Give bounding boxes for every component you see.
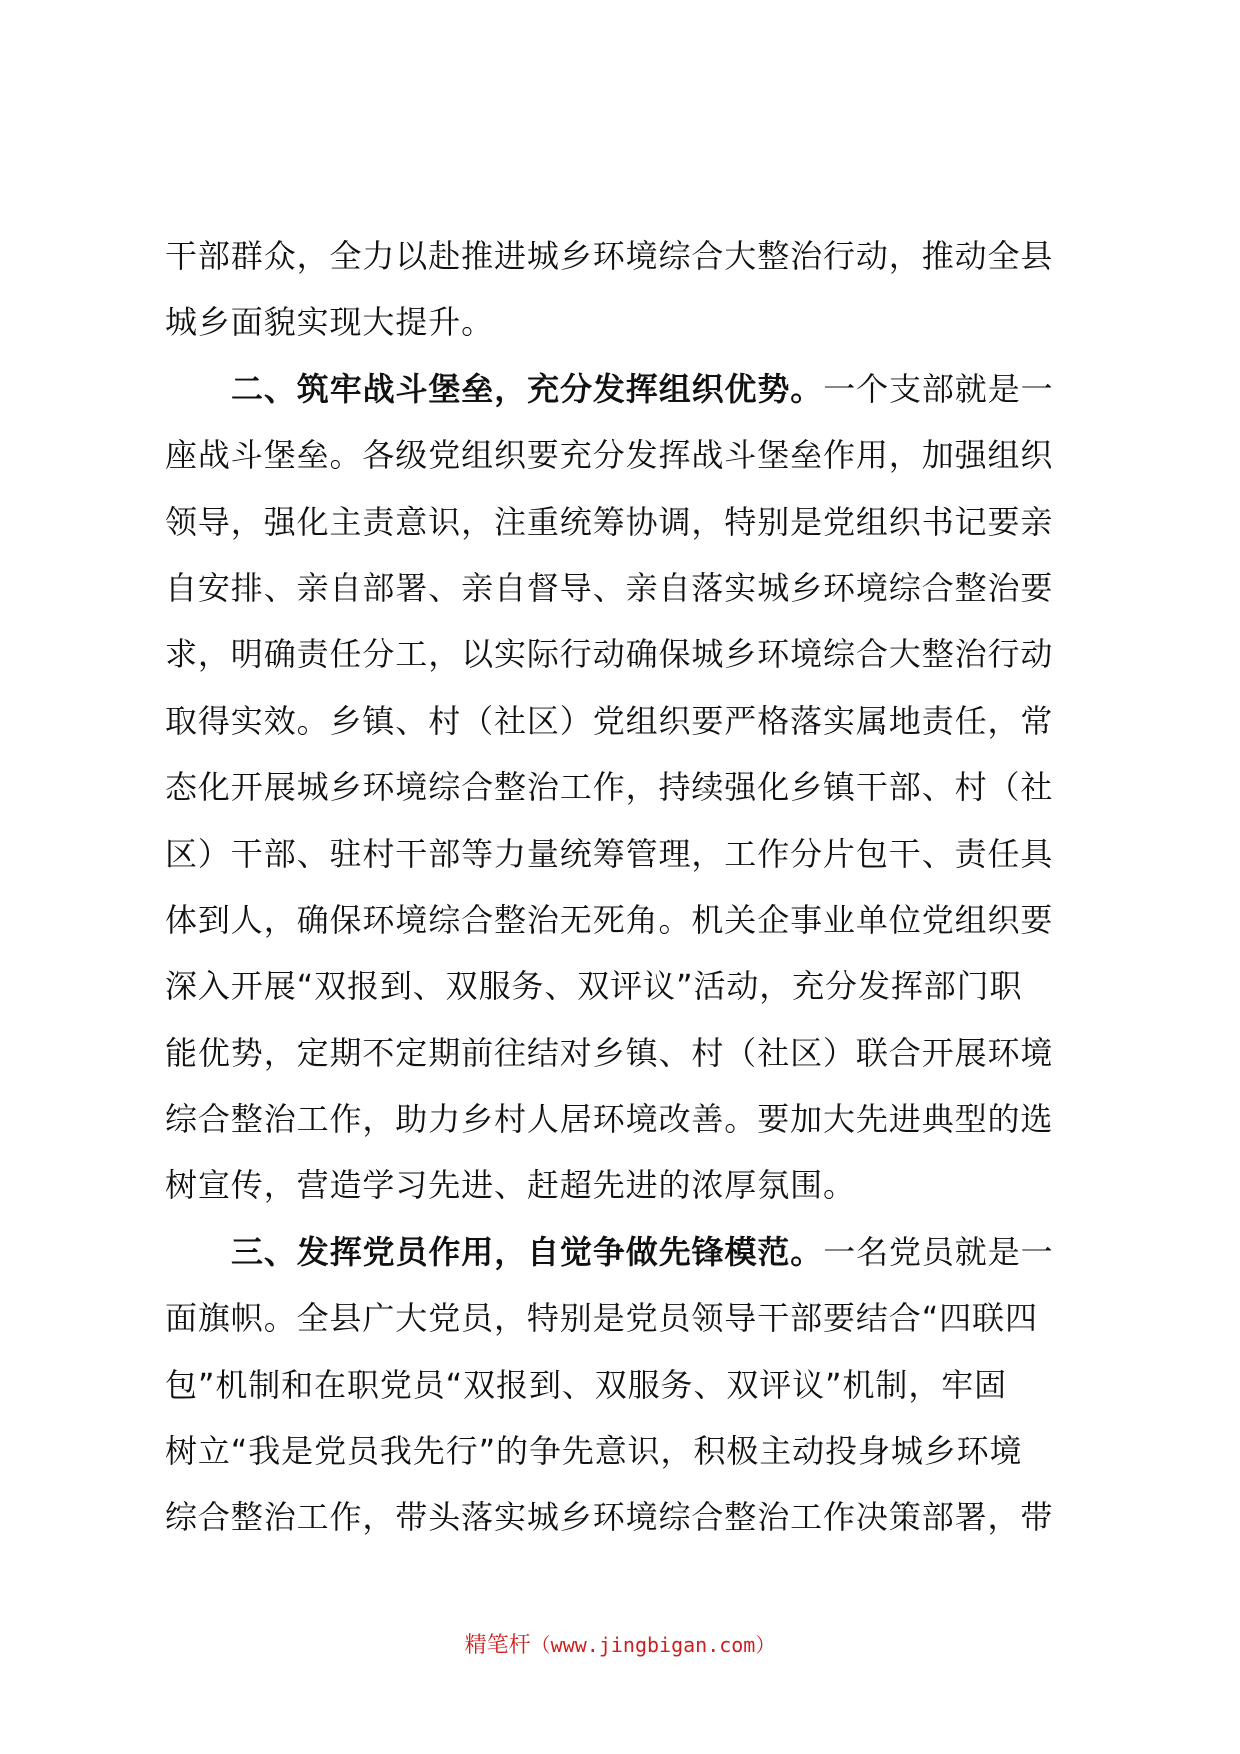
section-2-first-line (165, 369, 1085, 435)
body-line: 深入开展“双报到、双服务、双评议”活动，充分发挥部门职 (165, 967, 1023, 1006)
body-line: 城乡面貌实现大提升。 (165, 303, 495, 342)
footer-watermark (0, 1628, 1240, 1659)
body-line: 取得实效。乡镇、村（社区）党组织要严格落实属地责任，常 (165, 701, 1054, 740)
body-line: 体到人，确保环境综合整治无死角。机关企事业单位党组织要 (165, 900, 1054, 939)
body-line: 树宣传，营造学习先进、赶超先进的浓厚氛围。 (165, 1166, 856, 1205)
body-line: 综合整治工作，带头落实城乡环境综合整治工作决策部署，带 (165, 1498, 1054, 1537)
body-line: 能优势，定期不定期前往结对乡镇、村（社区）联合开展环境 (165, 1033, 1054, 1072)
body-line: 区）干部、驻村干部等力量统筹管理，工作分片包干、责任具 (165, 834, 1054, 873)
body-line: 座战斗堡垒。各级党组织要充分发挥战斗堡垒作用，加强组织 (165, 436, 1054, 475)
section-3-heading: 三、发挥党员作用，自觉争做先锋模范。 (231, 1232, 824, 1271)
body-line: 综合整治工作，助力乡村人居环境改善。要加大先进典型的选 (165, 1100, 1054, 1139)
body-line: 态化开展城乡环境综合整治工作，持续强化乡镇干部、村（社 (165, 768, 1054, 807)
section-3-first-line-text: 一名党员就是一 (823, 1232, 1054, 1271)
section-3-first-line (165, 1232, 1085, 1298)
footer-brand: 精笔杆 (464, 1633, 531, 1658)
body-line: 包”机制和在职党员“双报到、双服务、双评议”机制，牢固 (165, 1365, 1008, 1404)
section-2-heading: 二、筑牢战斗堡垒，充分发挥组织优势。 (231, 369, 824, 408)
body-line: 面旗帜。全县广大党员，特别是党员领导干部要结合“四联四 (165, 1299, 1038, 1338)
body-line: 干部群众，全力以赴推进城乡环境综合大整治行动，推动全县 (165, 237, 1054, 275)
section-2-first-line-text: 一个支部就是一 (823, 369, 1054, 408)
body-line: 求，明确责任分工，以实际行动确保城乡环境综合大整治行动 (165, 635, 1054, 674)
footer-url: （www.jingbigan.com） (530, 1633, 776, 1657)
document-body (165, 236, 1085, 1564)
body-line: 领导，强化主责意识，注重统筹协调，特别是党组织书记要亲 (165, 502, 1054, 541)
body-line: 树立“我是党员我先行”的争先意识，积极主动投身城乡环境 (165, 1432, 1023, 1471)
body-line: 自安排、亲自部署、亲自督导、亲自落实城乡环境综合整治要 (165, 568, 1054, 607)
